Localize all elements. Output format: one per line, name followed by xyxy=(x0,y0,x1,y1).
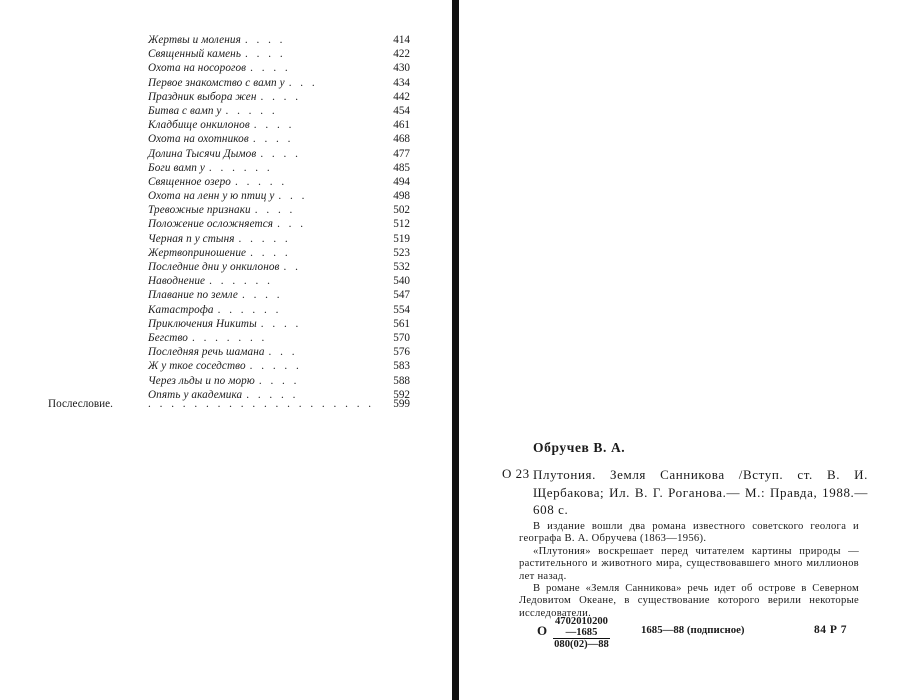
toc-leader-dots: . . . . . . xyxy=(208,161,273,174)
toc-row xyxy=(148,90,410,104)
card-author: Обручев В. А. xyxy=(533,440,626,455)
toc-leader-dots: . . . . xyxy=(244,34,286,46)
toc-title: Черная п у стыня xyxy=(148,232,235,245)
toc-leader-dots: . . . . xyxy=(250,62,291,75)
toc-page-number: 570 xyxy=(393,331,410,344)
toc-row-afterword: Послесловие. . . . . . . . . . . . . . . . . . . . . 599 xyxy=(48,398,410,410)
toc-leader-dots: . . . . . . xyxy=(209,275,273,288)
table-of-contents xyxy=(148,33,410,402)
toc-title: Первое знакомство с вамп у xyxy=(148,76,285,89)
toc-row xyxy=(148,61,410,75)
toc-leader-dots: . . . . xyxy=(260,317,302,330)
toc-title: Бегство xyxy=(148,331,188,344)
toc-leader-dots: . . . . xyxy=(245,48,286,61)
isbn-numerator: 4702010200—1685 xyxy=(555,616,608,638)
toc-leader-dots: . . . xyxy=(278,190,308,203)
toc-page-number: 477 xyxy=(393,147,410,160)
toc-page-number: 561 xyxy=(393,317,410,330)
toc-page-number: 583 xyxy=(393,360,410,373)
toc-title: Священное озеро xyxy=(148,175,231,188)
toc-leader-dots: . . . xyxy=(268,346,298,359)
toc-row xyxy=(148,175,410,189)
toc-page-number: 532 xyxy=(393,261,410,273)
toc-page-number: 502 xyxy=(393,204,410,217)
toc-row xyxy=(148,274,410,288)
toc-title: Последняя речь шамана xyxy=(148,346,265,359)
toc-row xyxy=(148,303,410,317)
card-bbk-code: 84 Р 7 xyxy=(814,624,848,636)
annotation-paragraph: В издание вошли два романа известного советского геолога и географа В. А. Обручева (1863—1956). xyxy=(519,521,859,545)
toc-title: Опять у академика xyxy=(148,388,243,401)
toc-leader-dots: . . . . xyxy=(241,289,283,302)
toc-title: Наводнение xyxy=(148,275,206,288)
card-bibliographic-entry: Плутония. Земля Санникова /Вступ. ст. В. И. Щербакова; Ил. В. Г. Роганова.— М.: Правда, 1988.— 608 с. xyxy=(533,467,868,517)
toc-leader-dots: . . . . . . . . . . . . . . . . . . . . xyxy=(148,398,375,410)
isbn-prefix: О xyxy=(537,623,548,638)
book-spine xyxy=(452,0,459,700)
toc-title: Кладбище онкилонов xyxy=(148,119,250,132)
toc-row xyxy=(148,47,410,61)
toc-leader-dots: . . xyxy=(283,261,301,273)
toc-title: Охота на носорогов xyxy=(148,62,247,75)
toc-page-number: 592 xyxy=(393,388,410,401)
toc-leader-dots: . . . . xyxy=(250,246,291,259)
isbn-fraction xyxy=(553,616,610,650)
toc-row xyxy=(148,288,410,302)
toc-page-number: 414 xyxy=(393,34,410,46)
toc-title: Жертвоприношение xyxy=(148,246,247,259)
annotation-paragraph: В романе «Земля Санникова» речь идет об острове в Северном Ледовитом Океане, в существование которого верили некоторые исследователи. xyxy=(519,583,859,619)
toc-page-number: 599 xyxy=(393,398,410,410)
toc-page-number: 454 xyxy=(393,104,410,117)
toc-leader-dots: . . . . xyxy=(258,374,300,387)
toc-row xyxy=(148,260,410,274)
toc-page-number: 442 xyxy=(393,90,410,103)
right-page xyxy=(459,0,908,700)
toc-page-number: 512 xyxy=(393,218,410,231)
toc-page-number: 494 xyxy=(393,175,410,188)
toc-row xyxy=(148,203,410,217)
toc-title: Жертвы и моления xyxy=(148,34,241,46)
toc-title: Через льды и по морю xyxy=(148,374,255,387)
toc-title: Охота на охотников xyxy=(148,133,249,146)
toc-leader-dots: . . . . xyxy=(252,133,294,146)
toc-row xyxy=(148,374,410,388)
toc-row xyxy=(148,161,410,175)
toc-row xyxy=(148,118,410,132)
toc-row xyxy=(148,147,410,161)
toc-title: Праздник выбора жен xyxy=(148,90,257,103)
toc-title: Последние дни у онкилонов xyxy=(148,261,280,273)
toc-title: Священный камень xyxy=(148,48,242,61)
isbn-tail: 1685—88 (подписное) xyxy=(641,624,745,636)
toc-page-number: 498 xyxy=(393,190,410,203)
toc-page-number: 434 xyxy=(393,76,410,89)
toc-row xyxy=(148,317,410,331)
toc-page-number: 576 xyxy=(393,346,410,359)
toc-leader-dots: . . . . . xyxy=(249,360,302,373)
toc-page-number: 554 xyxy=(393,303,410,316)
toc-row xyxy=(148,132,410,146)
toc-leader-dots: . . . . . xyxy=(234,175,288,188)
toc-page-number: 468 xyxy=(393,133,410,146)
toc-page-number: 461 xyxy=(393,119,410,132)
toc-page-number: 422 xyxy=(393,48,410,61)
toc-row xyxy=(148,33,410,47)
toc-leader-dots: . . . xyxy=(277,218,307,231)
left-page xyxy=(0,0,452,700)
toc-title: Долина Тысячи Дымов xyxy=(148,147,257,160)
toc-title: Тревожные признаки xyxy=(148,204,251,217)
toc-row xyxy=(148,76,410,90)
toc-page-number: 523 xyxy=(393,246,410,259)
toc-row xyxy=(148,359,410,373)
toc-page-number: 588 xyxy=(393,374,410,387)
toc-leader-dots: . . . . xyxy=(253,119,295,132)
toc-leader-dots: . . . . . xyxy=(238,232,291,245)
toc-page-number: 547 xyxy=(393,289,410,302)
toc-leader-dots: . . . . . . . xyxy=(191,331,268,344)
toc-title: Плавание по земле xyxy=(148,289,238,302)
toc-title: Послесловие xyxy=(48,398,111,410)
toc-row xyxy=(148,104,410,118)
toc-leader-dots: . . . . xyxy=(254,204,296,217)
toc-title: Приключения Никиты xyxy=(148,317,257,330)
toc-row xyxy=(148,345,410,359)
toc-leader-dots: . . . . . xyxy=(246,388,299,401)
toc-title: Ж у ткое соседство xyxy=(148,360,246,373)
toc-page-number: 540 xyxy=(393,275,410,288)
toc-leader-dots: . . . xyxy=(288,76,318,89)
annotation-paragraph: «Плутония» воскрешает перед читателем картины природы — растительного и животного мира, существовавшего много миллионов лет назад. xyxy=(519,545,859,582)
toc-row xyxy=(148,189,410,203)
toc-page-number: 430 xyxy=(393,62,410,75)
toc-leader-dots: . . . . . . xyxy=(217,303,282,316)
isbn-denominator: 080(02)—88 xyxy=(554,639,609,650)
card-call-number: О 23 xyxy=(502,466,530,481)
toc-row xyxy=(148,331,410,345)
toc-title: Положение осложняется xyxy=(148,218,274,231)
toc-title: Битва с вамп у xyxy=(148,104,222,117)
toc-title: Боги вамп у xyxy=(148,161,205,174)
toc-title: Катастрофа xyxy=(148,303,214,316)
toc-title: Охота на ленн у ю птиц у xyxy=(148,190,275,203)
toc-leader-dots: . . . . . xyxy=(225,104,278,117)
toc-leader-dots: . . . . xyxy=(260,90,302,103)
toc-page-number: 485 xyxy=(393,161,410,174)
toc-page-number: 519 xyxy=(393,232,410,245)
card-annotation xyxy=(519,521,859,620)
toc-leader-dots: . . . . xyxy=(260,147,301,160)
toc-row xyxy=(148,217,410,231)
toc-row xyxy=(148,232,410,246)
toc-row xyxy=(148,246,410,260)
